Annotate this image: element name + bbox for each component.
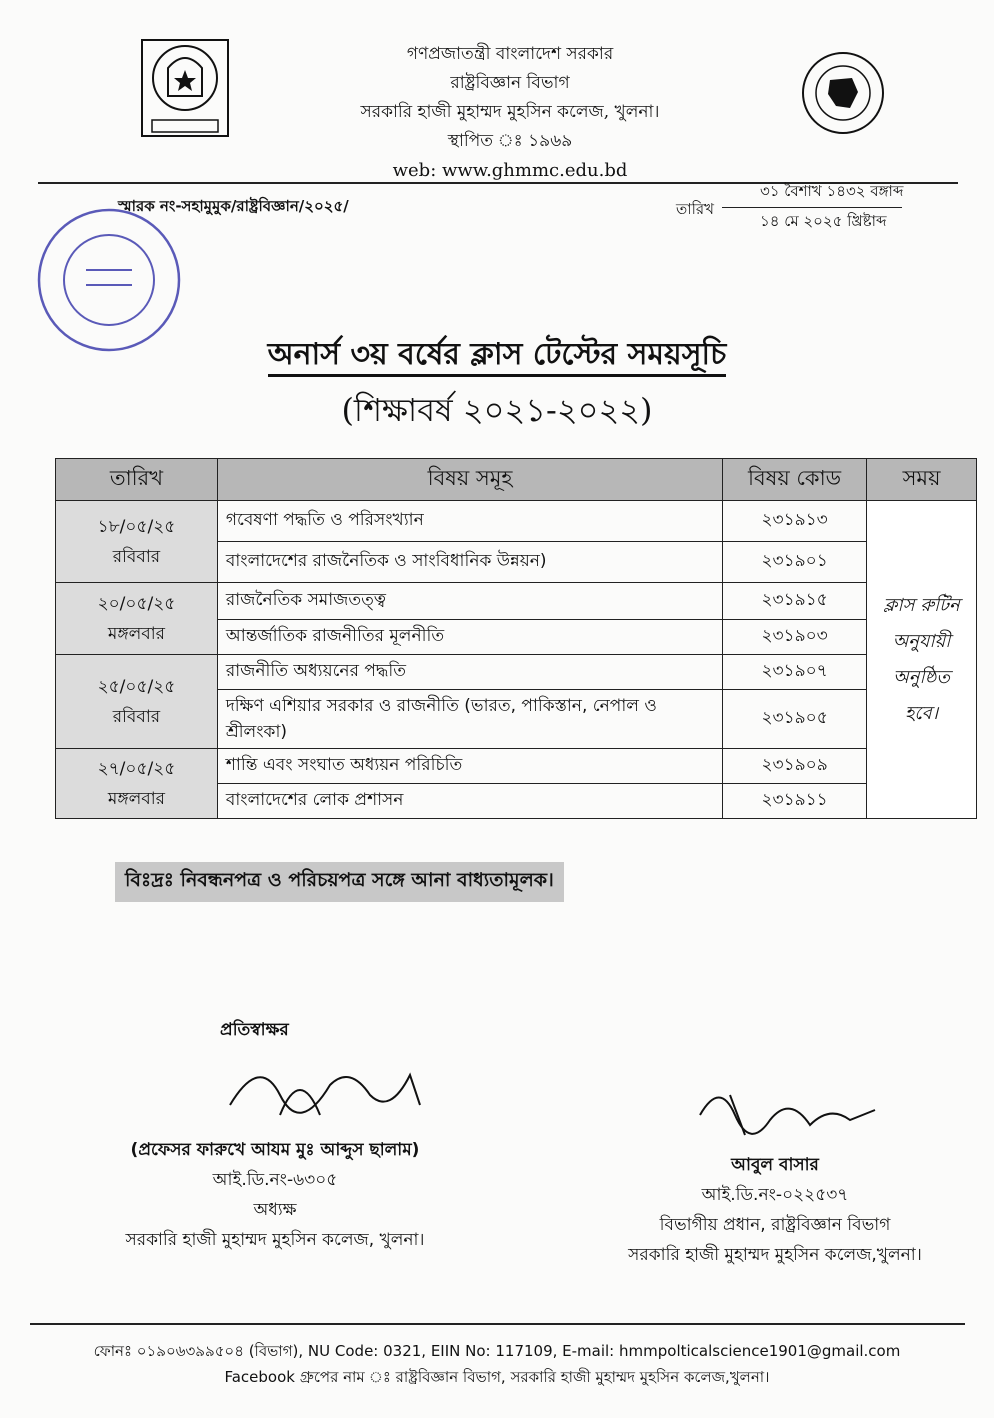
- header-time: সময়: [867, 459, 977, 501]
- exam-date: ২৭/০৫/২৫: [97, 758, 176, 779]
- code-cell: ২৩১৯০১: [723, 542, 867, 583]
- signatory-id: আই.ডি.নং-০২২৫৩৭: [701, 1185, 849, 1205]
- header-line-college: সরকারি হাজী মুহাম্মদ মুহসিন কলেজ, খুলনা।: [360, 102, 660, 122]
- subject-cell: আন্তর্জাতিক রাজনীতির মূলনীতি: [217, 620, 722, 655]
- date-divider: [722, 207, 902, 208]
- subject-cell: বাংলাদেশের লোক প্রশাসন: [217, 784, 722, 819]
- subject-cell: রাজনৈতিক সমাজতত্ত্ব: [217, 583, 722, 620]
- header-date: তারিখ: [56, 459, 218, 501]
- subject-cell: বাংলাদেশের রাজনৈতিক ও সাংবিধানিক উন্নয়ন): [217, 542, 722, 583]
- code-cell: ২৩১৯০৭: [723, 655, 867, 690]
- table-row: [56, 501, 977, 542]
- signatory-title: বিভাগীয় প্রধান, রাষ্ট্রবিজ্ঞান বিভাগ: [659, 1215, 891, 1235]
- time-cell: ক্লাস রুটিন অনুযায়ী অনুষ্ঠিত হবে।: [867, 501, 977, 819]
- date-bangla: ৩১ বৈশাখ ১৪৩২ বঙ্গাব্দ: [760, 182, 904, 200]
- exam-date-cell: [56, 583, 218, 655]
- code-cell: ২৩১৯০৩: [723, 620, 867, 655]
- head-signature: [690, 1075, 890, 1159]
- countersign-label: প্রতিস্বাক্ষর: [220, 1020, 289, 1040]
- date-label: তারিখ: [676, 200, 714, 218]
- page-title-text: অনার্স ৩য় বর্ষের ক্লাস টেস্টের সময়সূচি: [268, 337, 727, 377]
- subject-cell: রাজনীতি অধ্যয়নের পদ্ধতি: [217, 655, 722, 690]
- header-line-government: গণপ্রজাতন্ত্রী বাংলাদেশ সরকার: [406, 44, 614, 64]
- exam-day: রবিবার: [112, 706, 161, 727]
- table-header-row: [56, 459, 977, 501]
- principal-org: সরকারি হাজী মুহাম্মদ মুহসিন কলেজ, খুলনা।: [125, 1230, 425, 1250]
- exam-date: ১৮/০৫/২৫: [97, 516, 176, 537]
- exam-date-cell: [56, 749, 218, 819]
- signatory-name: আবুল বাসার: [731, 1155, 819, 1175]
- signatory-org: সরকারি হাজী মুহাম্মদ মুহসিন কলেজ,খুলনা।: [628, 1245, 922, 1265]
- header-line-department: রাষ্ট্রবিজ্ঞান বিভাগ: [450, 73, 570, 93]
- countersign-block: [100, 1015, 450, 1255]
- signatory-block: [600, 1150, 950, 1270]
- header-subjects: বিষয় সমূহ: [217, 459, 722, 501]
- exam-date-cell: [56, 501, 218, 583]
- code-cell: ২৩১৯০৯: [723, 749, 867, 784]
- exam-date: ২০/০৫/২৫: [97, 593, 176, 614]
- subject-cell: দক্ষিণ এশিয়ার সরকার ও রাজনীতি (ভারত, পাকিস্তান, নেপাল ও শ্রীলংকা): [217, 690, 722, 749]
- principal-title: অধ্যক্ষ: [253, 1200, 297, 1220]
- footer-divider: [30, 1323, 965, 1325]
- principal-name: (প্রফেসর ফারুখে আযম মুঃ আব্দুস ছালাম): [130, 1140, 420, 1160]
- notice-note: বিঃদ্রঃ নিবন্ধনপত্র ও পরিচয়পত্র সঙ্গে আনা বাধ্যতামূলক।: [115, 862, 564, 902]
- letterhead: [300, 40, 720, 185]
- exam-day: রবিবার: [112, 546, 161, 567]
- schedule-table: [55, 458, 977, 819]
- table-row: [56, 583, 977, 620]
- header-code: বিষয় কোড: [723, 459, 867, 501]
- session-subtitle: (শিক্ষাবর্ষ ২০২১-২০২২): [341, 391, 653, 429]
- exam-date: ২৫/০৫/২৫: [97, 676, 176, 697]
- date-english: ১৪ মে ২০২৫ খ্রিষ্টাব্দ: [760, 212, 887, 230]
- principal-id: আই.ডি.নং-৬৩০৫: [212, 1170, 338, 1190]
- page-title: [0, 330, 994, 381]
- exam-date-cell: [56, 655, 218, 749]
- subject-cell: শান্তি এবং সংঘাত অধ্যয়ন পরিচিতি: [217, 749, 722, 784]
- code-cell: ২৩১৯১৫: [723, 583, 867, 620]
- footer-contact: ফোনঃ ০১৯০৬৩৯৯৫০৪ (বিভাগ), NU Code: 0321, EIIN No: 117109, E-mail: hmmpolticalscience1901@gmail.com: [93, 1342, 901, 1360]
- code-cell: ২৩১৯০৫: [723, 690, 867, 749]
- code-cell: ২৩১৯১৩: [723, 501, 867, 542]
- header-website: web: www.ghmmc.edu.bd: [392, 160, 628, 181]
- table-row: [56, 749, 977, 784]
- code-cell: ২৩১৯১১: [723, 784, 867, 819]
- college-logo: [140, 38, 230, 138]
- memo-number: স্মারক নং-সহামুমুক/রাষ্ট্রবিজ্ঞান/২০২৫/: [118, 197, 349, 215]
- subject-cell: গবেষণা পদ্ধতি ও পরিসংখ্যান: [217, 501, 722, 542]
- table-row: [56, 655, 977, 690]
- exam-day: মঙ্গলবার: [107, 788, 165, 809]
- government-seal: [800, 50, 886, 136]
- exam-day: মঙ্গলবার: [107, 623, 165, 644]
- footer-facebook: Facebook গ্রুপের নাম ঃ রাষ্ট্রবিজ্ঞান বিভাগ, সরকারি হাজী মুহাম্মদ মুহসিন কলেজ,খুলনা।: [224, 1368, 770, 1386]
- footer: [0, 1338, 994, 1390]
- principal-signature: [100, 1045, 450, 1135]
- header-line-established: স্থাপিত ঃ ১৯৬৯: [447, 131, 573, 151]
